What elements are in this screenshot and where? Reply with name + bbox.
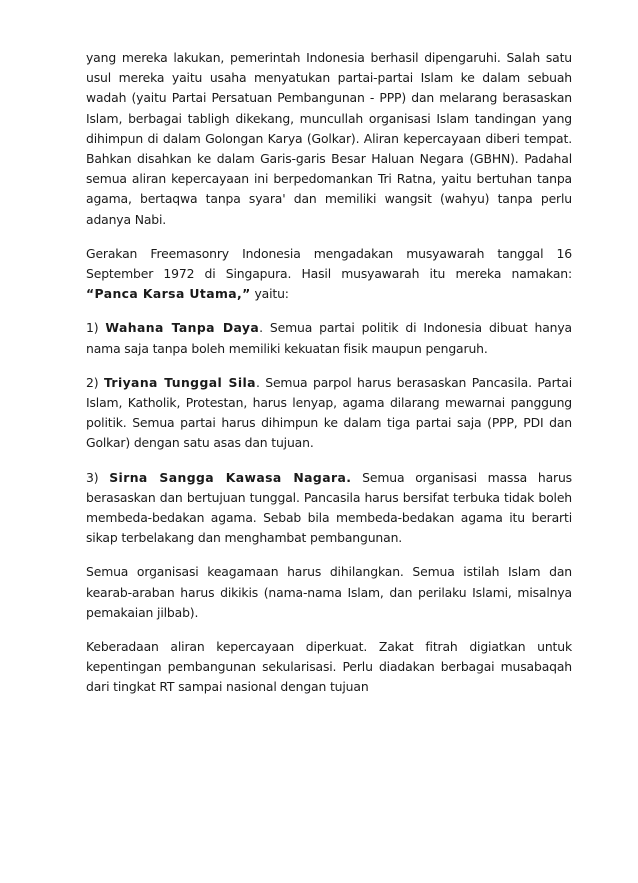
list-item-3 [86, 468, 572, 549]
paragraph-kepercayaan-text: Keberadaan aliran kepercayaan diperkuat. Zakat fitrah digiatkan untuk kepentingan pembangunan sekularisasi. Perlu diadakan berbagai musabaqah dari tingkat RT sampai nasional dengan tujuan [86, 639, 572, 695]
list-item-1 [86, 318, 572, 358]
paragraph-kepercayaan [86, 637, 572, 698]
list-item-3-title: Sirna Sangga Kawasa Nagara. [109, 469, 352, 485]
list-item-2-title: Triyana Tunggal Sila [103, 374, 256, 390]
list-item-2-number: 2) [86, 374, 104, 390]
paragraph-organisasi-text: Semua organisasi keagamaan harus dihilangkan. Semua istilah Islam dan kearab-araban harus dikikis (nama-nama Islam, dan perilaku Islami, misalnya pemakaian jilbab). [86, 564, 572, 620]
panca-karsa-utama-title: “Panca Karsa Utama,” [86, 286, 251, 302]
list-item-1-title: Wahana Tanpa Daya [105, 320, 260, 336]
list-item-3-text: Semua organisasi massa harus berasaskan dan bertujuan tunggal. Pancasila harus bersifat terbuka tidak boleh membeda-bedakan agama. Sebab bila membeda-bedakan agama itu berarti sikap terbelakang dan menghambat pembangunan. [86, 469, 572, 546]
list-item-1-text: . Semua partai politik di Indonesia dibuat hanya nama saja tanpa boleh memiliki kekuatan fisik maupun pengaruh. [86, 320, 572, 356]
paragraph-musyawarah-text: Gerakan Freemasonry Indonesia mengadakan musyawarah tanggal 16 September 1972 di Singapura. Hasil musyawarah itu mereka namakan: [86, 245, 572, 282]
list-item-2 [86, 373, 572, 454]
paragraph-musyawarah-tail: yaitu: [250, 286, 289, 302]
paragraph-organisasi [86, 562, 572, 623]
list-item-3-number: 3) [86, 469, 110, 485]
paragraph-musyawarah [86, 244, 572, 305]
list-item-1-number: 1) [86, 320, 106, 336]
document-body [86, 48, 572, 712]
paragraph-intro-text: yang mereka lakukan, pemerintah Indonesia berhasil dipengaruhi. Salah satu usul mereka yaitu usaha menyatukan partai-partai Islam ke dalam sebuah wadah (yaitu Partai Persatuan Pembangunan - PPP) dan melarang berasaskan Islam, berbagai tabligh dikekang, muncullah organisasi Islam tandingan yang dihimpun di dalam Golongan Karya (Golkar). Aliran kepercayaan diberi tempat. Bahkan disahkan ke dalam Garis-garis Besar Haluan Negara (GBHN). Padahal semua aliran kepercayaan ini berpedomankan Tri Ratna, yaitu bertuhan tanpa agama, bertaqwa tanpa syara' dan memiliki wangsit (wahyu) tanpa perlu adanya Nabi. [86, 50, 572, 227]
list-item-2-text: . Semua parpol harus berasaskan Pancasila. Partai Islam, Katholik, Protestan, harus lenyap, agama dilarang mewarnai panggung politik. Semua partai harus dihimpun ke dalam tiga partai saja (PPP, PDI dan Golkar) dengan satu asas dan tujuan. [86, 374, 572, 451]
paragraph-intro [86, 48, 572, 230]
